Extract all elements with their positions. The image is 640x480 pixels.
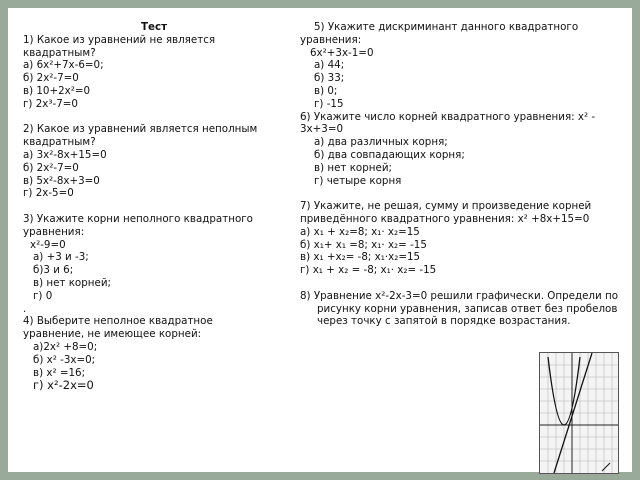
question-text: 1) Какое из уравнений не является xyxy=(23,33,216,46)
test-title: Тест xyxy=(141,21,168,33)
answer-option: б) 2x²-7=0 xyxy=(23,161,79,174)
question-text: 5) Укажите дискриминант данного квадратного xyxy=(314,21,579,33)
equation: 6x²+3x-1=0 xyxy=(310,46,374,59)
answer-option: б) 2x²-7=0 xyxy=(23,72,79,85)
question-text: 7) Укажите, не решая, сумму и произведение корней xyxy=(300,200,592,213)
answer-option: а) 6x²+7x-6=0; xyxy=(23,59,104,72)
question-5 xyxy=(300,21,618,111)
answer-option: г) четыре корня xyxy=(314,174,402,187)
question-text: 3x+3=0 xyxy=(300,123,344,136)
answer-option: б) 33; xyxy=(314,72,345,85)
question-text: рисунку корни уравнения, записав ответ без пробелов xyxy=(317,302,618,315)
answer-option: г) x²-2x=0 xyxy=(33,378,94,393)
question-text: 4) Выберите неполное квадратное xyxy=(23,315,213,328)
question-text: уравнения: xyxy=(23,225,85,238)
quadratic-graph-image xyxy=(539,352,619,474)
stray-dot: . xyxy=(23,302,27,315)
question-text: 2) Какое из уравнений является неполным xyxy=(23,123,258,136)
question-6 xyxy=(300,111,618,188)
answer-option: г) 2x³-7=0 xyxy=(23,97,78,110)
answer-option: а) два различных корня; xyxy=(314,136,448,149)
answer-option: г) -15 xyxy=(314,97,344,110)
answer-option: в) нет корней; xyxy=(33,276,111,289)
answer-option: в) x₁ +x₂= -8; x₁·x₂=15 xyxy=(300,251,421,264)
answer-option: в) 10+2x²=0 xyxy=(23,84,91,97)
answer-option: б) x² -3x=0; xyxy=(33,353,96,366)
answer-option: а) 44; xyxy=(314,59,345,72)
question-text: уравнения: xyxy=(300,33,362,46)
answer-option: г) x₁ + x₂ = -8; x₁· x₂= -15 xyxy=(300,264,437,277)
answer-option: б)3 и 6; xyxy=(33,264,74,277)
equation: x²-9=0 xyxy=(30,238,66,251)
question-7 xyxy=(300,200,618,277)
question-text: 3) Укажите корни неполного квадратного xyxy=(23,212,253,225)
question-text: квадратным? xyxy=(23,136,96,149)
graph-grid xyxy=(540,353,618,473)
question-text: квадратным? xyxy=(23,46,96,59)
question-text: 6) Укажите число корней квадратного уравнения: x² - xyxy=(300,110,596,123)
question-8 xyxy=(300,290,618,328)
question-4 xyxy=(23,315,257,392)
answer-option: в) 5x²-8x+3=0 xyxy=(23,174,100,187)
tick-mark xyxy=(602,463,610,471)
answer-option: б) x₁+ x₁ =8; x₁· x₂= -15 xyxy=(300,238,427,251)
question-text: через точку с запятой в порядке возрастания. xyxy=(317,315,571,328)
answer-option: а) 3x²-8x+15=0 xyxy=(23,148,107,161)
answer-option: г) 0 xyxy=(33,289,53,302)
question-3 xyxy=(23,213,257,315)
answer-option: в) 0; xyxy=(314,84,338,97)
question-text: уравнение, не имеющее корней: xyxy=(23,328,202,341)
answer-option: а)2x² +8=0; xyxy=(33,340,98,353)
question-text: приведённого квадратного уравнения: x² +8x+15=0 xyxy=(300,212,590,225)
answer-option: г) 2x-5=0 xyxy=(23,187,74,200)
right-column xyxy=(300,21,618,328)
question-1 xyxy=(23,34,257,111)
question-2 xyxy=(23,123,257,200)
answer-option: а) x₁ + x₂=8; x₁· x₂=15 xyxy=(300,225,420,238)
answer-option: в) x² =16; xyxy=(33,366,86,379)
answer-option: в) нет корней; xyxy=(314,161,392,174)
question-text: 8) Уравнение x²-2x-3=0 решили графически. Определи по xyxy=(300,289,618,302)
left-column xyxy=(23,21,257,392)
answer-option: б) два совпадающих корня; xyxy=(314,148,465,161)
answer-option: а) +3 и -3; xyxy=(33,251,89,264)
